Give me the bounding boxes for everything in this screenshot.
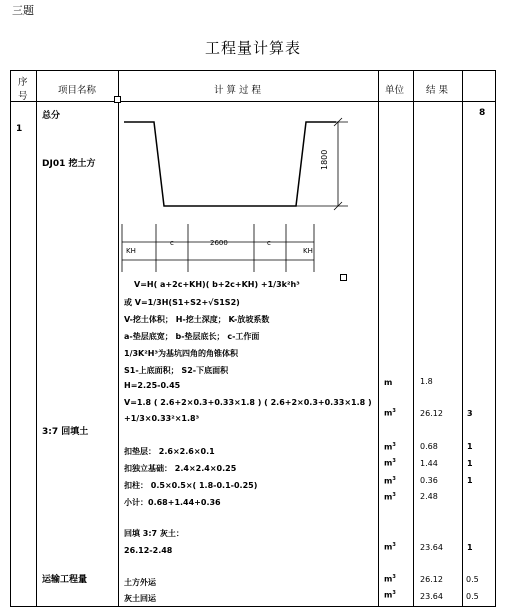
formula-volume-alt: 或 V=1/3H(S1+S2+√S1S2) (124, 298, 240, 307)
score-return: 0.5 (466, 592, 479, 601)
result-column: 0.36 (420, 476, 438, 485)
unit-column: $m^3$ (384, 476, 396, 486)
item-transport: 运输工程量 (42, 575, 88, 585)
drawing-anchor-handle (340, 274, 347, 281)
unit-depth: m (384, 378, 393, 387)
seq-number: 1 (16, 124, 23, 134)
col-border-right (495, 70, 496, 607)
result-depth: 1.8 (420, 377, 433, 386)
header-seq-line2: 号 (18, 91, 28, 102)
definition-line-1: V-挖土体积； H-挖土深度； K-放坡系数 (124, 315, 270, 324)
dim-kh-right: KH (303, 247, 313, 255)
definition-line-3: 1/3K²H³为基坑四角的角锥体积 (124, 349, 238, 358)
score-cushion: 1 (467, 442, 473, 451)
score-backfill: 1 (467, 543, 473, 552)
item-total: 总分 (42, 111, 61, 121)
unit-base: $m^3$ (384, 458, 396, 468)
header-calc-process: 计 算 过 程 (214, 85, 262, 96)
transport-outbound: 土方外运 (124, 578, 156, 587)
col-border-process (378, 70, 379, 607)
result-backfill: 23.64 (420, 543, 443, 552)
backfill-calc: 26.12-2.48 (124, 546, 173, 555)
deduct-column: 扣柱： 0.5×0.5×( 1.8-0.1-0.25) (124, 481, 258, 490)
col-border-unit (413, 70, 414, 607)
transport-return: 灰土回运 (124, 594, 156, 603)
score-outbound: 0.5 (466, 575, 479, 584)
calc-volume-line-1: V=1.8 ( 2.6+2×0.3+0.33×1.8 ) ( 2.6+2×0.3+0.33×1.8 ) (124, 398, 372, 407)
total-score: 8 (479, 108, 486, 118)
col-border-seq (36, 70, 37, 607)
col-border-left (10, 70, 11, 607)
dim-c-right: c (267, 239, 271, 247)
item-excavation: DJ01 挖土方 (42, 159, 96, 169)
section-label: 三题 (12, 4, 34, 17)
header-bottom-border (10, 101, 496, 102)
deduct-base: 扣独立基础： 2.4×2.4×0.25 (124, 464, 237, 473)
unit-outbound: $m^3$ (384, 574, 396, 584)
unit-subtotal: $m^3$ (384, 492, 396, 502)
calc-depth: H=2.25-0.45 (124, 381, 181, 390)
cell-resize-handle (114, 96, 121, 103)
unit-backfill: $m^3$ (384, 542, 396, 552)
result-volume: 26.12 (420, 409, 443, 418)
header-item-name: 项目名称 (58, 85, 97, 96)
header-unit: 单位 (385, 85, 405, 96)
result-cushion: 0.68 (420, 442, 438, 451)
dim-c-left: c (170, 239, 174, 247)
deduct-cushion: 扣垫层： 2.6×2.6×0.1 (124, 447, 215, 456)
table-top-border (10, 70, 496, 71)
depth-label: 1800 (320, 149, 329, 170)
calc-volume-line-2: +1/3×0.33²×1.8³ (124, 414, 200, 423)
score-volume: 3 (467, 409, 473, 418)
dim-width: 2600 (210, 239, 228, 247)
page-title: 工程量计算表 (204, 39, 301, 57)
unit-cushion: $m^3$ (384, 442, 396, 452)
definition-line-2: a-垫层底宽； b-垫层底长； c-工作面 (124, 332, 260, 341)
dim-kh-left: KH (126, 247, 136, 255)
header-result: 结 果 (426, 85, 449, 96)
result-subtotal: 2.48 (420, 492, 438, 501)
plan-dimension-diagram (120, 222, 360, 276)
col-border-item (118, 70, 119, 607)
score-column: 1 (467, 476, 473, 485)
result-outbound: 26.12 (420, 575, 443, 584)
unit-return: $m^3$ (384, 590, 396, 600)
unit-volume: $m^3$ (384, 408, 396, 418)
item-backfill: 3:7 回填土 (42, 427, 89, 437)
definition-line-4: S1-上底面积； S2-下底面积 (124, 366, 229, 375)
deduct-subtotal: 小计：0.68+1.44+0.36 (124, 498, 221, 507)
result-base: 1.44 (420, 459, 438, 468)
backfill-label: 回填 3:7 灰土： (124, 529, 184, 538)
pit-section-diagram (120, 112, 360, 216)
header-seq-line1: 序 (18, 77, 28, 88)
formula-volume: V=H( a+2c+KH)( b+2c+KH) +1/3k²h³ (134, 280, 300, 289)
col-border-result (462, 70, 463, 607)
result-return: 23.64 (420, 592, 443, 601)
pit-outline (124, 122, 336, 206)
score-base: 1 (467, 459, 473, 468)
